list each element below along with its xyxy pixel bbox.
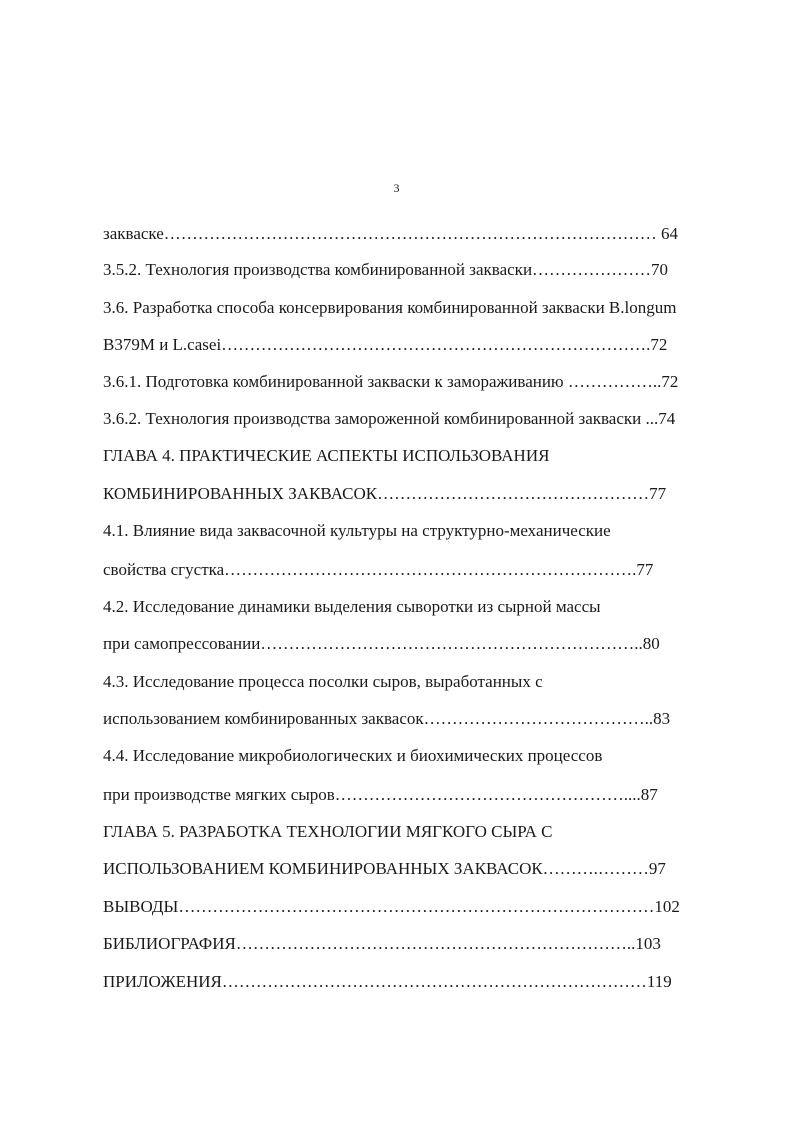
toc-line-19: ВЫВОДЫ…………………………………………………………………………102	[103, 897, 680, 916]
toc-line-7: ГЛАВА 4. ПРАКТИЧЕСКИЕ АСПЕКТЫ ИСПОЛЬЗОВАНИЯ	[103, 446, 550, 465]
toc-line-15: 4.4. Исследование микробиологических и биохимических процессов	[103, 746, 603, 765]
toc-line-3: 3.6. Разработка способа консервирования комбинированной закваски B.longum	[103, 298, 677, 317]
page-number: 3	[393, 181, 400, 195]
toc-line-12: при самопрессовании…………………………………………………………..80	[103, 634, 660, 653]
toc-line-13: 4.3. Исследование процесса посолки сыров, выработанных с	[103, 672, 543, 691]
toc-line-14: использованием комбинированных заквасок…………………………………..83	[103, 709, 671, 728]
toc-line-20: БИБЛИОГРАФИЯ……………………………………………………………..103	[103, 934, 661, 953]
toc-line-21: ПРИЛОЖЕНИЯ…………………………………………………………………119	[103, 972, 672, 991]
toc-line-9: 4.1. Влияние вида заквасочной культуры на структурно-механические	[103, 521, 611, 540]
toc-line-18: ИСПОЛЬЗОВАНИЕМ КОМБИНИРОВАННЫХ ЗАКВАСОК……….………97	[103, 859, 666, 878]
toc-line-2: 3.5.2. Технология производства комбинированной закваски…………………70	[103, 260, 669, 279]
toc-line-1: закваске…………………………………………………………………………… 64	[103, 224, 679, 243]
toc-line-16: при производстве мягких сыров……………………………………………....87	[103, 785, 658, 804]
toc-line-4: B379M и L.casei………………………………………………………………….72	[103, 335, 668, 354]
toc-line-10: свойства сгустка……………………………………………………………….77	[103, 560, 654, 579]
toc-line-5: 3.6.1. Подготовка комбинированной закваски к замораживанию ……………..72	[103, 372, 679, 391]
toc-line-17: ГЛАВА 5. РАЗРАБОТКА ТЕХНОЛОГИИ МЯГКОГО СЫРА С	[103, 822, 553, 841]
toc-line-6: 3.6.2. Технология производства замороженной комбинированной закваски ...74	[103, 409, 676, 428]
toc-line-8: КОМБИНИРОВАННЫХ ЗАКВАСОК…………………………………………77	[103, 484, 667, 503]
toc-line-11: 4.2. Исследование динамики выделения сыворотки из сырной массы	[103, 597, 601, 616]
